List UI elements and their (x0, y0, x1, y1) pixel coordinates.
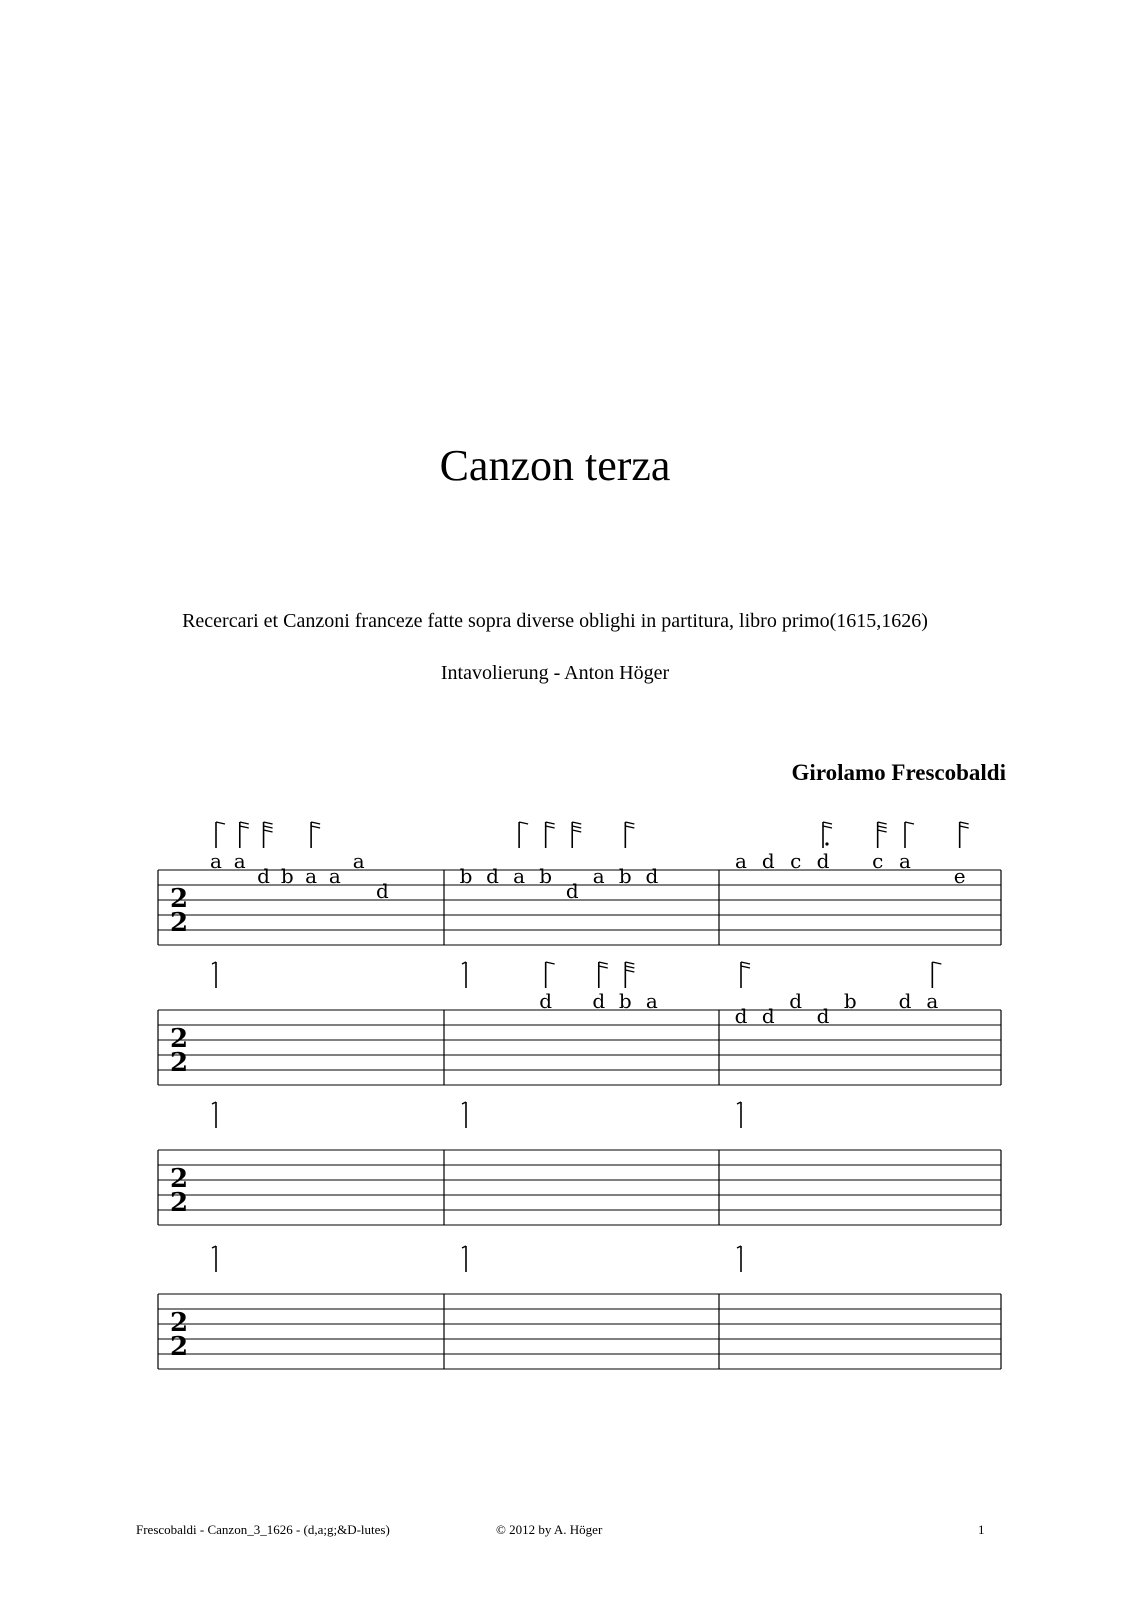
tab-letter: d (539, 989, 553, 1013)
time-signature-bottom: 2 (170, 1048, 189, 1078)
tab-letter: d (816, 849, 830, 873)
rhythm-flag (240, 826, 249, 828)
subtitle: Recercari et Canzoni franceze fatte sopra diverse oblighi in partitura, libro primo(1615,1626) (182, 610, 928, 632)
rhythm-flag (625, 826, 634, 828)
rhythm-flag (572, 830, 581, 832)
tab-letter: d (761, 1004, 775, 1028)
footer-left: Frescobaldi - Canzon_3_1626 - (d,a;g;&D-lutes) (136, 1522, 390, 1537)
tab-letter: a (645, 989, 658, 1013)
composer-name: Girolamo Frescobaldi (791, 760, 1006, 785)
rhythm-flag (599, 962, 608, 964)
tab-letter: a (513, 864, 526, 888)
tab-letter: b (280, 864, 294, 888)
rhythm-flag (625, 962, 634, 964)
rhythm-flag (264, 826, 273, 828)
time-signature-bottom: 2 (170, 1332, 189, 1362)
rhythm-flag (546, 826, 555, 828)
rhythm-flag (741, 962, 750, 964)
tab-letter: e (953, 864, 966, 888)
tab-letter: a (592, 864, 605, 888)
tab-letter: d (734, 1004, 748, 1028)
rhythm-flag (599, 966, 608, 968)
tab-letter: b (843, 989, 857, 1013)
time-signature-top: 2 (170, 1024, 189, 1054)
time-signature-bottom: 2 (170, 908, 189, 938)
arranger-credit: Intavolierung - Anton Höger (440, 662, 670, 684)
tab-letter: d (789, 989, 803, 1013)
rhythm-flag (572, 826, 581, 828)
time-signature-top: 2 (170, 1164, 189, 1194)
tab-letter: a (328, 864, 341, 888)
rhythm-flag (240, 822, 249, 824)
rhythm-flag (878, 830, 887, 832)
tab-letter: a (899, 849, 911, 873)
rhythm-flag (878, 822, 887, 824)
rhythm-flag (311, 826, 320, 828)
time-signature-bottom: 2 (170, 1188, 189, 1218)
time-signature-top: 2 (170, 884, 189, 914)
rhythm-flag (823, 826, 832, 828)
rhythm-flag (823, 822, 832, 824)
rhythm-flag (625, 970, 634, 972)
rhythm-dot (825, 842, 828, 845)
tab-letter: b (539, 864, 553, 888)
page-number: 1 (978, 1522, 985, 1537)
rhythm-flag (625, 822, 634, 824)
tab-letter: c (790, 849, 802, 873)
footer-copyright: © 2012 by A. Höger (496, 1522, 603, 1537)
tab-letter: a (210, 849, 222, 873)
tab-letter: b (459, 864, 473, 888)
rhythm-flag (264, 822, 273, 824)
rhythm-flag (878, 826, 887, 828)
tab-letter: d (257, 864, 270, 888)
rhythm-flag (625, 966, 634, 968)
tab-letter: a (926, 989, 939, 1013)
rhythm-flag (960, 822, 969, 824)
rhythm-flag (905, 822, 914, 824)
tab-letter: d (761, 849, 775, 873)
tab-letter: d (592, 989, 606, 1013)
tab-letter: a (233, 849, 246, 873)
rhythm-flag (311, 822, 320, 824)
tab-letter: b (618, 864, 632, 888)
tab-letter: d (816, 1004, 830, 1028)
rhythm-flag (546, 822, 555, 824)
rhythm-flag (741, 966, 750, 968)
tab-letter: d (565, 879, 579, 903)
time-signature-top: 2 (170, 1308, 189, 1338)
rhythm-flag (216, 822, 225, 824)
rhythm-flag (572, 822, 581, 824)
tab-letter: c (872, 849, 884, 873)
rhythm-flag (932, 962, 941, 964)
tab-letter: b (618, 989, 632, 1013)
rhythm-flag (264, 830, 273, 832)
rhythm-flag (546, 962, 555, 964)
tab-letter: a (735, 849, 747, 873)
tab-letter: d (486, 864, 499, 888)
rhythm-flag (519, 822, 528, 824)
tab-letter: d (645, 864, 659, 888)
page-title: Canzon terza (439, 441, 671, 490)
rhythm-flag (960, 826, 969, 828)
tab-letter: a (305, 864, 318, 888)
tab-letter: a (352, 849, 365, 873)
tab-letter: d (898, 989, 912, 1013)
tab-letter: d (376, 879, 389, 903)
